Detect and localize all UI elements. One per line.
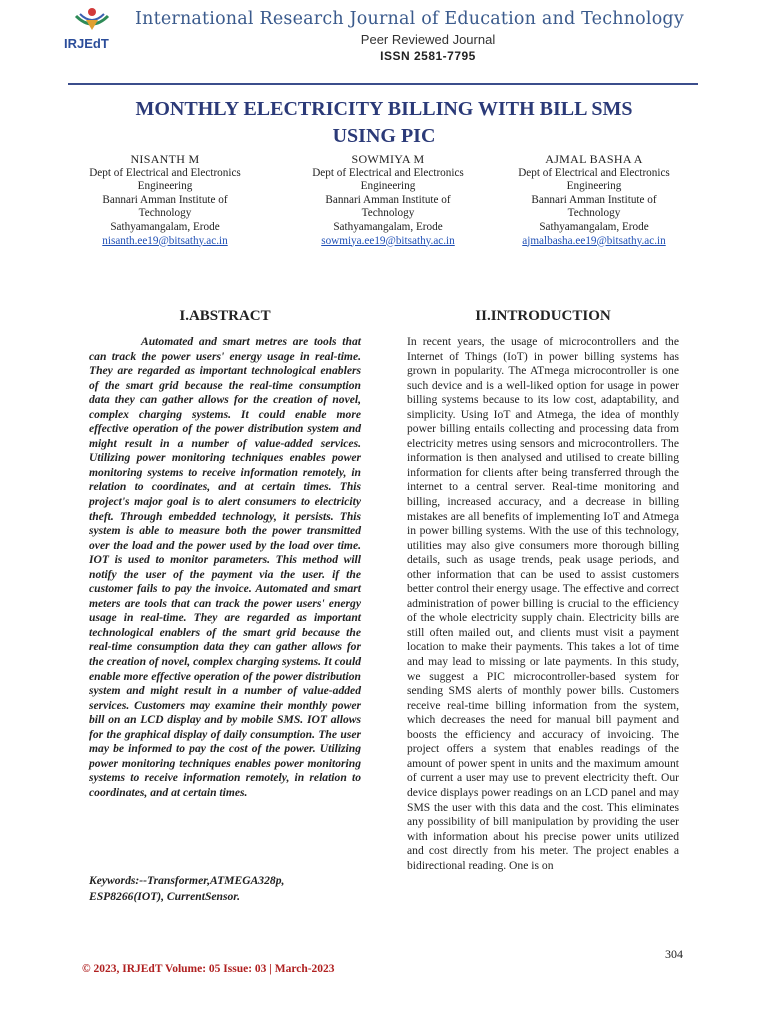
author-place: Sathyamangalam, Erode bbox=[539, 220, 649, 233]
author-email-link[interactable]: ajmalbasha.ee19@bitsathy.ac.in bbox=[522, 234, 666, 247]
logo-text: IRJEdT bbox=[64, 36, 109, 51]
introduction-body bbox=[407, 335, 679, 873]
author-institute-2: Technology bbox=[138, 207, 192, 220]
author-1 bbox=[60, 153, 270, 248]
author-institute: Bannari Amman Institute of bbox=[102, 193, 228, 206]
author-dept-2: Engineering bbox=[566, 180, 622, 193]
keywords-line-2: ESP8266(IOT), CurrentSensor. bbox=[89, 890, 241, 903]
journal-subtitle: Peer Reviewed Journal bbox=[360, 32, 496, 47]
introduction-heading: II.INTRODUCTION bbox=[475, 308, 611, 324]
title-line-1: MONTHLY ELECTRICITY BILLING WITH BILL SMS bbox=[135, 98, 633, 120]
page-number: 304 bbox=[665, 947, 683, 961]
author-institute: Bannari Amman Institute of bbox=[531, 193, 657, 206]
author-dept-2: Engineering bbox=[137, 180, 193, 193]
introduction-text: In recent years, the usage of microcontrollers and the Internet of Things (IoT) in power billing systems has grown in popularity. The ATmega microcontroller is one such device and is a well-liked option for usage in power billing systems because to its low cost, adaptability, and simplicity. Using IoT and Atmega, the idea of monthly power billing entails collecting and processing data from electricity metres using sensors and microcontrollers. The information is then analysed and utilised to create billing information for clients after being transferred through the internet to a central server. Real-time monitoring and billing, increased accuracy, and a decrease in billing mistakes are all benefits of implementing IoT and Atmega in power billing systems. With the use of this technology, utilities may also give consumers more thorough billing details, such as usage trends, peak usage periods, and other information that can be used to assist customers better control their energy usage. The effective and correct administration of power billing is crucial to the efficiency of the whole electricity supply chain. Electricity bills are still often mailed out, and clients must visit a payment location to make their payments. This takes a lot of time and may lead to missing or late payments. In this study, we suggest a PIC microcontroller-based system for sending SMS alerts of monthly power bills. Customers receive real-time billing information from the system, which decreases the need for manual bill payment and boosts the efficiency and accuracy of invoicing. The project offers a system that enables readings of the amount of power spent in units and the maximum amount of current a user may use to prevent electricity theft. Our device displays power readings on an LCD panel and may SMS the user with this data and the cost. This eliminates any possibility of bill manipulation by providing the user with information about his precise power units utilized and cost directly from his meter. The project enables a bidirectional reading. One is on bbox=[407, 335, 679, 872]
keywords-line-1: Keywords:--Transformer,ATMEGA328p, bbox=[89, 874, 285, 887]
author-dept-2: Engineering bbox=[360, 180, 416, 193]
issn: ISSN 2581-7795 bbox=[380, 49, 476, 63]
journal-name: International Research Journal of Education and Technology bbox=[135, 9, 684, 29]
keywords bbox=[89, 873, 361, 905]
author-dept: Dept of Electrical and Electronics bbox=[518, 166, 670, 179]
paper-title bbox=[0, 96, 768, 150]
author-institute-2: Technology bbox=[567, 207, 621, 220]
author-institute: Bannari Amman Institute of bbox=[325, 193, 451, 206]
author-3 bbox=[489, 153, 699, 248]
author-dept: Dept of Electrical and Electronics bbox=[312, 166, 464, 179]
author-dept: Dept of Electrical and Electronics bbox=[89, 166, 241, 179]
header-divider bbox=[68, 83, 698, 85]
author-name: AJMAL BASHA A bbox=[545, 152, 643, 166]
author-email-link[interactable]: nisanth.ee19@bitsathy.ac.in bbox=[102, 234, 228, 247]
title-line-2: USING PIC bbox=[332, 125, 436, 147]
abstract-text: Automated and smart metres are tools that can track the power users' energy usage in real-time. They are regarded as important technological enablers of the smart grid because the real-time consumption data they can gather allows for the creation of novel, complex charging systems. It could enable more effective operation of the power distribution system and might result in a number of value-added services. Utilizing power monitoring techniques enables power monitoring systems to receive information remotely, in relation to coordinates, and at certain times. This project's major goal is to alert consumers to electricity theft. Through embedded technology, it persists. This system is able to measure both the power transmitted over the load and the power used by the load over time. IOT is used to monitor parameters. This method will notify the user of the payment via the user. if the customer fails to pay the invoice. Automated and smart meters are tools that can track the power users' energy usage in real-time. They are regarded as important technological enablers of the smart grid because the real-time consumption data they can gather allows for the creation of novel, complex charging systems. It could enable more effective operation of the power distribution system and might result in a number of value-added services. Customers may examine their monthly power bill on an LCD display and by mobile SMS. IOT allows for the graphical display of daily consumption. The user may be informed to pay the cost of the power. Utilizing power monitoring techniques enables power monitoring systems to receive information remotely, in relation to coordinates, and at certain times. bbox=[89, 335, 361, 799]
abstract-heading: I.ABSTRACT bbox=[179, 308, 271, 324]
author-institute-2: Technology bbox=[361, 207, 415, 220]
author-name: NISANTH M bbox=[130, 152, 200, 166]
author-place: Sathyamangalam, Erode bbox=[110, 220, 220, 233]
author-2 bbox=[283, 153, 493, 248]
author-name: SOWMIYA M bbox=[351, 152, 425, 166]
abstract-body bbox=[89, 335, 361, 801]
author-email-link[interactable]: sowmiya.ee19@bitsathy.ac.in bbox=[321, 234, 455, 247]
author-place: Sathyamangalam, Erode bbox=[333, 220, 443, 233]
footer-copyright: © 2023, IRJEdT Volume: 05 Issue: 03 | March-2023 bbox=[82, 963, 335, 975]
